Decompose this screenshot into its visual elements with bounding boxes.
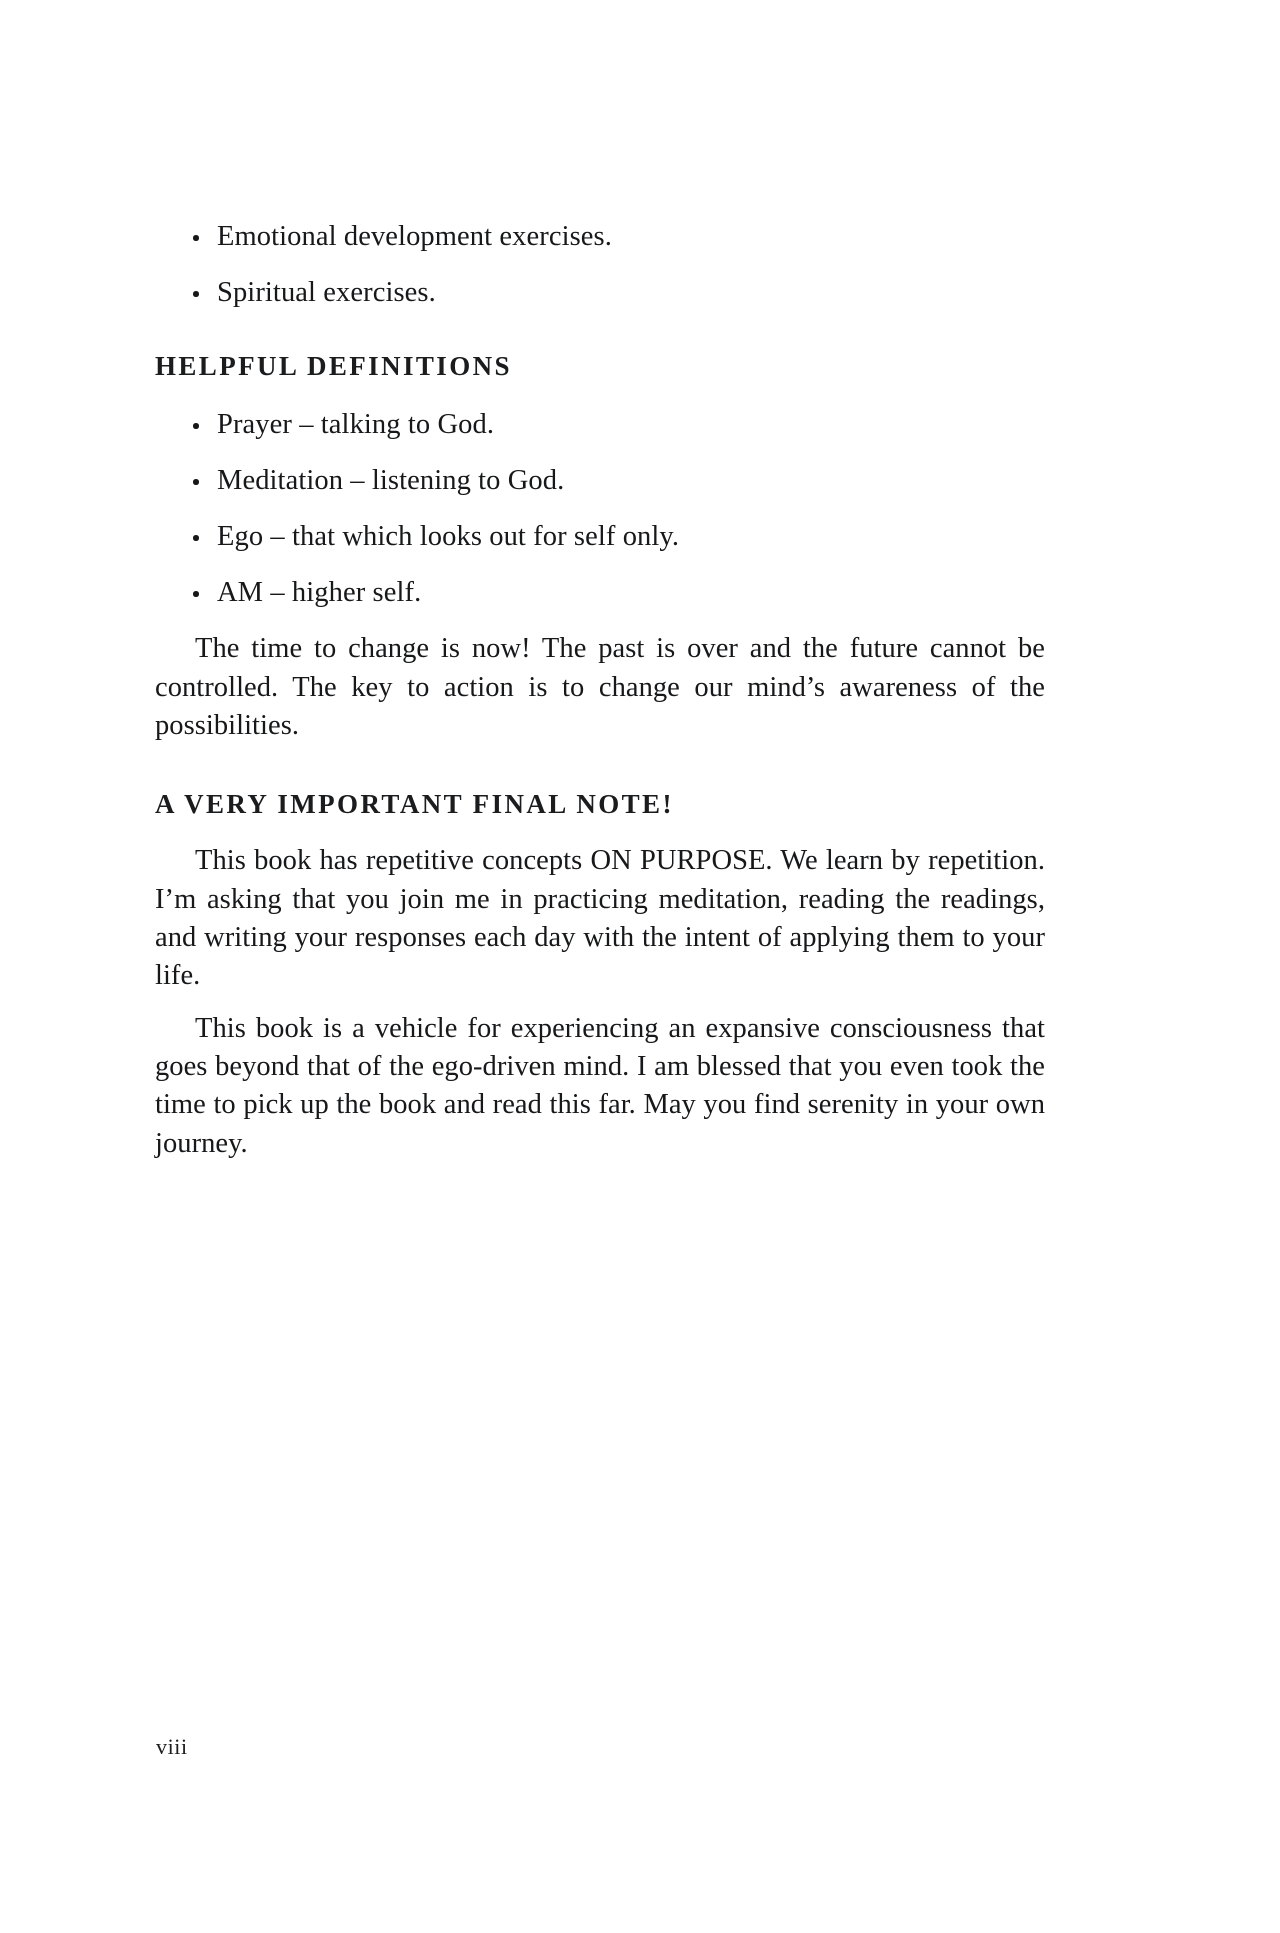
list-item xyxy=(155,406,1045,443)
intro-bullet-list xyxy=(155,218,1045,311)
list-item-text: Prayer – talking to God. xyxy=(217,409,495,441)
page-number: viii xyxy=(156,1734,188,1759)
list-item xyxy=(155,574,1045,611)
bullet-dot-icon xyxy=(193,479,199,485)
bullet-dot-icon xyxy=(193,291,199,297)
list-item-text: AM – higher self. xyxy=(217,577,422,609)
paragraph-vehicle-for-experiencing: This book is a vehicle for experiencing an expansive consciousness that goes beyond that of the ego-driven mind. I am blessed that you even took the time to pick up the book and read this far. May you find serenity in your own journey. xyxy=(155,1012,1045,1159)
definitions-bullet-list xyxy=(155,406,1045,611)
section-heading-helpful-definitions: HELPFUL DEFINITIONS xyxy=(155,351,512,382)
list-item-text: Meditation – listening to God. xyxy=(217,465,565,497)
paragraph-time-to-change: The time to change is now! The past is over and the future cannot be controlled. The key to action is to change our mind’s awareness of the possibilities. xyxy=(155,633,1045,741)
list-item-text: Emotional development exercises. xyxy=(217,221,612,252)
list-item xyxy=(155,274,1045,311)
bullet-dot-icon xyxy=(193,591,199,597)
list-item xyxy=(155,218,1045,255)
list-item-text: Ego – that which looks out for self only. xyxy=(217,521,680,553)
paragraph-repetitive-concepts: This book has repetitive concepts ON PURPOSE. We learn by repetition. I’m asking that you join me in practicing meditation, reading the readings, and writing your responses each day with the intent of applying them to your life. xyxy=(155,845,1045,992)
list-item xyxy=(155,518,1045,555)
bullet-dot-icon xyxy=(193,535,199,541)
list-item xyxy=(155,462,1045,499)
bullet-dot-icon xyxy=(193,235,199,241)
section-heading-final-note: A VERY IMPORTANT FINAL NOTE! xyxy=(155,789,674,820)
bullet-dot-icon xyxy=(193,423,199,429)
list-item-text: Spiritual exercises. xyxy=(217,277,436,309)
page-content xyxy=(155,218,1045,1163)
